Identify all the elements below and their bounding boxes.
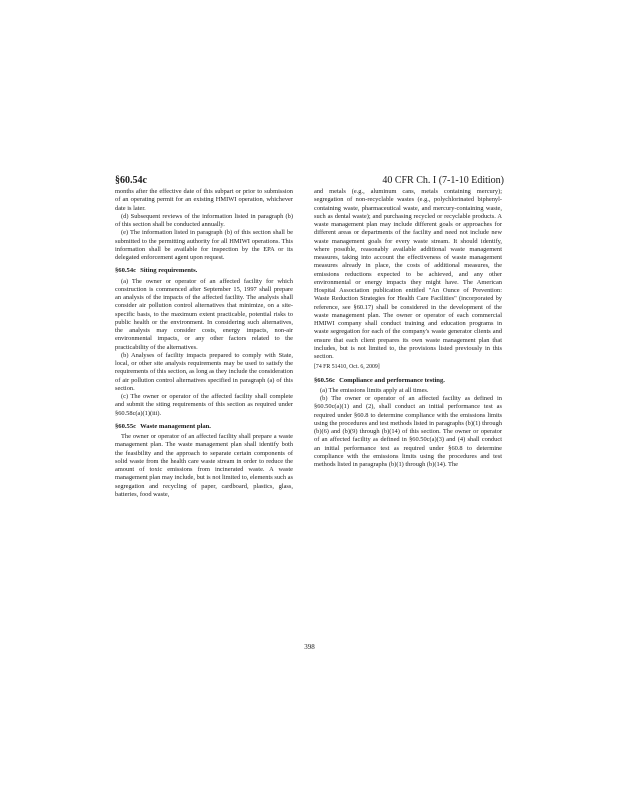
section-number: §60.54c [115,267,137,275]
section-heading-siting [115,267,293,275]
source-note: [74 FR 51410, Oct. 6, 2009] [314,364,380,371]
page-number: 398 [304,643,315,651]
section-title: Waste management plan. [140,422,211,430]
section-number: §60.56c [314,376,336,384]
section-title: Siting requirements. [140,267,198,275]
paragraph: months after the effective date of this subpart or prior to submission of an operating permit for an existing HMIWI operation, whichever date is later. [115,188,293,212]
left-column [115,188,293,499]
paragraph: (a) The emissions limits apply at all times. [320,386,429,394]
right-column [314,188,502,469]
paragraph: (c) The owner or operator of the affected facility shall complete and submit the siting requirements of this section as required under §60.58c(a)(1)(iii). [115,393,293,417]
paragraph: (b) The owner or operator of an affected facility as defined in §60.50c(a)(1) and (2), shall conduct an initial performance test as required under §60.8 to determine compliance with the emissions limits using the procedures and test methods listed in paragraphs (b)(1) through (b)(6) and (b)(9) through (b)(14) of this section. The owner or operator of an affected facility as defined in §60.50c(a)(3) and (4) shall conduct an initial performance test as required under §60.8 to determine compliance with the emissions limits using the procedures and test methods listed in paragraphs (b)(1) through (b)(14). The [314,395,502,468]
running-header-cfr: 40 CFR Ch. I (7-1-10 Edition) [382,175,504,186]
paragraph: (b) Analyses of facility impacts prepared to comply with State, local, or other site analysis requirements may be used to satisfy the requirements of this section, as long as they include the consideration of air pollution control alternatives specified in paragraph (a) of this section. [115,351,293,392]
section-heading-waste-management [115,423,293,431]
paragraph: The owner or operator of an affected facility shall prepare a waste management plan. The waste management plan shall identify both the feasibility and the approach to separate certain components of solid waste from the health care waste stream in order to reduce the amount of toxic emissions from incinerated waste. A waste management plan may include, but is not limited to, elements such as segregation and recycling of paper, cardboard, plastics, glass, batteries, food waste, [115,433,293,498]
paragraph: (a) The owner or operator of an affected facility for which construction is commenced after September 15, 1997 shall prepare an analysis of the impacts of the affected facility. The analysis shall consider air pollution control alternatives that minimize, on a site-specific basis, to the maximum extent practicable, potential risks to public health or the environment. In considering such alternatives, the analysis may consider costs, energy impacts, non-air environmental impacts, or any other factors related to the practicability of the alternatives. [115,277,293,351]
section-number: §60.55c [115,422,137,430]
paragraph: and metals (e.g., aluminum cans, metals containing mercury); segregation of non-recyclable wastes (e.g., polychlorinated biphenyl-containing waste, pharmaceutical waste, and mercury-containing waste, such as dental waste); and purchasing recycled or recyclable products. A waste management plan may include different goals or approaches for different areas or departments of the facility and need not include new waste management goals for every waste stream. It should identify, where possible, reasonably available additional waste management measures, taking into account the effectiveness of waste management measures already in place, the costs of additional measures, the emissions reductions expected to be achieved, and any other environmental or energy impacts they might have. The American Hospital Association publication entitled "An Ounce of Prevention: Waste Reduction Strategies for Health Care Facilities" (incorporated by reference, see §60.17) shall be considered in the development of the waste management plan. The owner or operator of each commercial HMIWI company shall conduct training and education programs in waste segregation for each of the company's waste generator clients and ensure that each client prepares its own waste management plan that includes, but is not limited to, the provisions listed previously in this section. [314,188,502,360]
paragraph: (d) Subsequent reviews of the information listed in paragraph (b) of this section shall be conducted annually. [115,212,293,228]
section-title: Compliance and performance testing. [339,376,445,384]
running-header-section: §60.54c [115,175,147,186]
section-heading-compliance [314,377,502,385]
paragraph: (e) The information listed in paragraph (b) of this section shall be submitted to the permitting authority for all HMIWI operations. This information shall be available for inspection by the EPA or its delegated enforcement agent upon request. [115,229,293,261]
